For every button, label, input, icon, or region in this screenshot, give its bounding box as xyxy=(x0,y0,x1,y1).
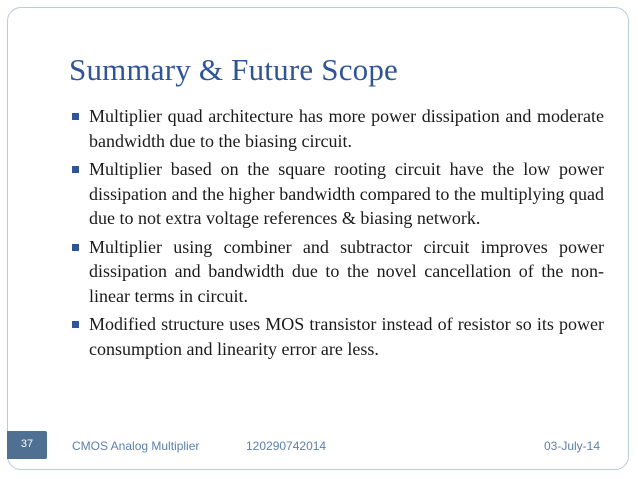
slide-number-badge xyxy=(7,431,47,459)
slide-number: 37 xyxy=(20,438,34,450)
square-bullet-icon xyxy=(72,321,79,328)
square-bullet-icon xyxy=(72,166,79,173)
bullet-text: Multiplier quad architecture has more power dissipation and moderate bandwidth due to the biasing circuit. xyxy=(89,106,604,151)
footer-id: 120290742014 xyxy=(246,439,327,453)
bullet-item xyxy=(72,312,604,361)
slide-title: Summary & Future Scope xyxy=(69,52,399,87)
bullet-text: Multiplier based on the square rooting circuit have the low power dissipation and the higher bandwidth compared to the multiplying quad due to not extra voltage references & biasing network. xyxy=(89,159,604,228)
bullet-list xyxy=(72,104,604,365)
bullet-item xyxy=(72,235,604,309)
bullet-text: Multiplier using combiner and subtractor circuit improves power dissipation and bandwidth due to the novel cancellation of the non-linear terms in circuit. xyxy=(89,236,604,306)
bullet-item xyxy=(72,157,604,231)
square-bullet-icon xyxy=(72,113,79,120)
footer-date: 03-July-14 xyxy=(544,439,601,453)
bullet-item xyxy=(72,104,604,153)
footer-title: CMOS Analog Multiplier xyxy=(72,439,200,453)
bullet-text: Modified structure uses MOS transistor instead of resistor so its power consumption and linearity error are less. xyxy=(89,314,604,359)
square-bullet-icon xyxy=(72,244,79,251)
